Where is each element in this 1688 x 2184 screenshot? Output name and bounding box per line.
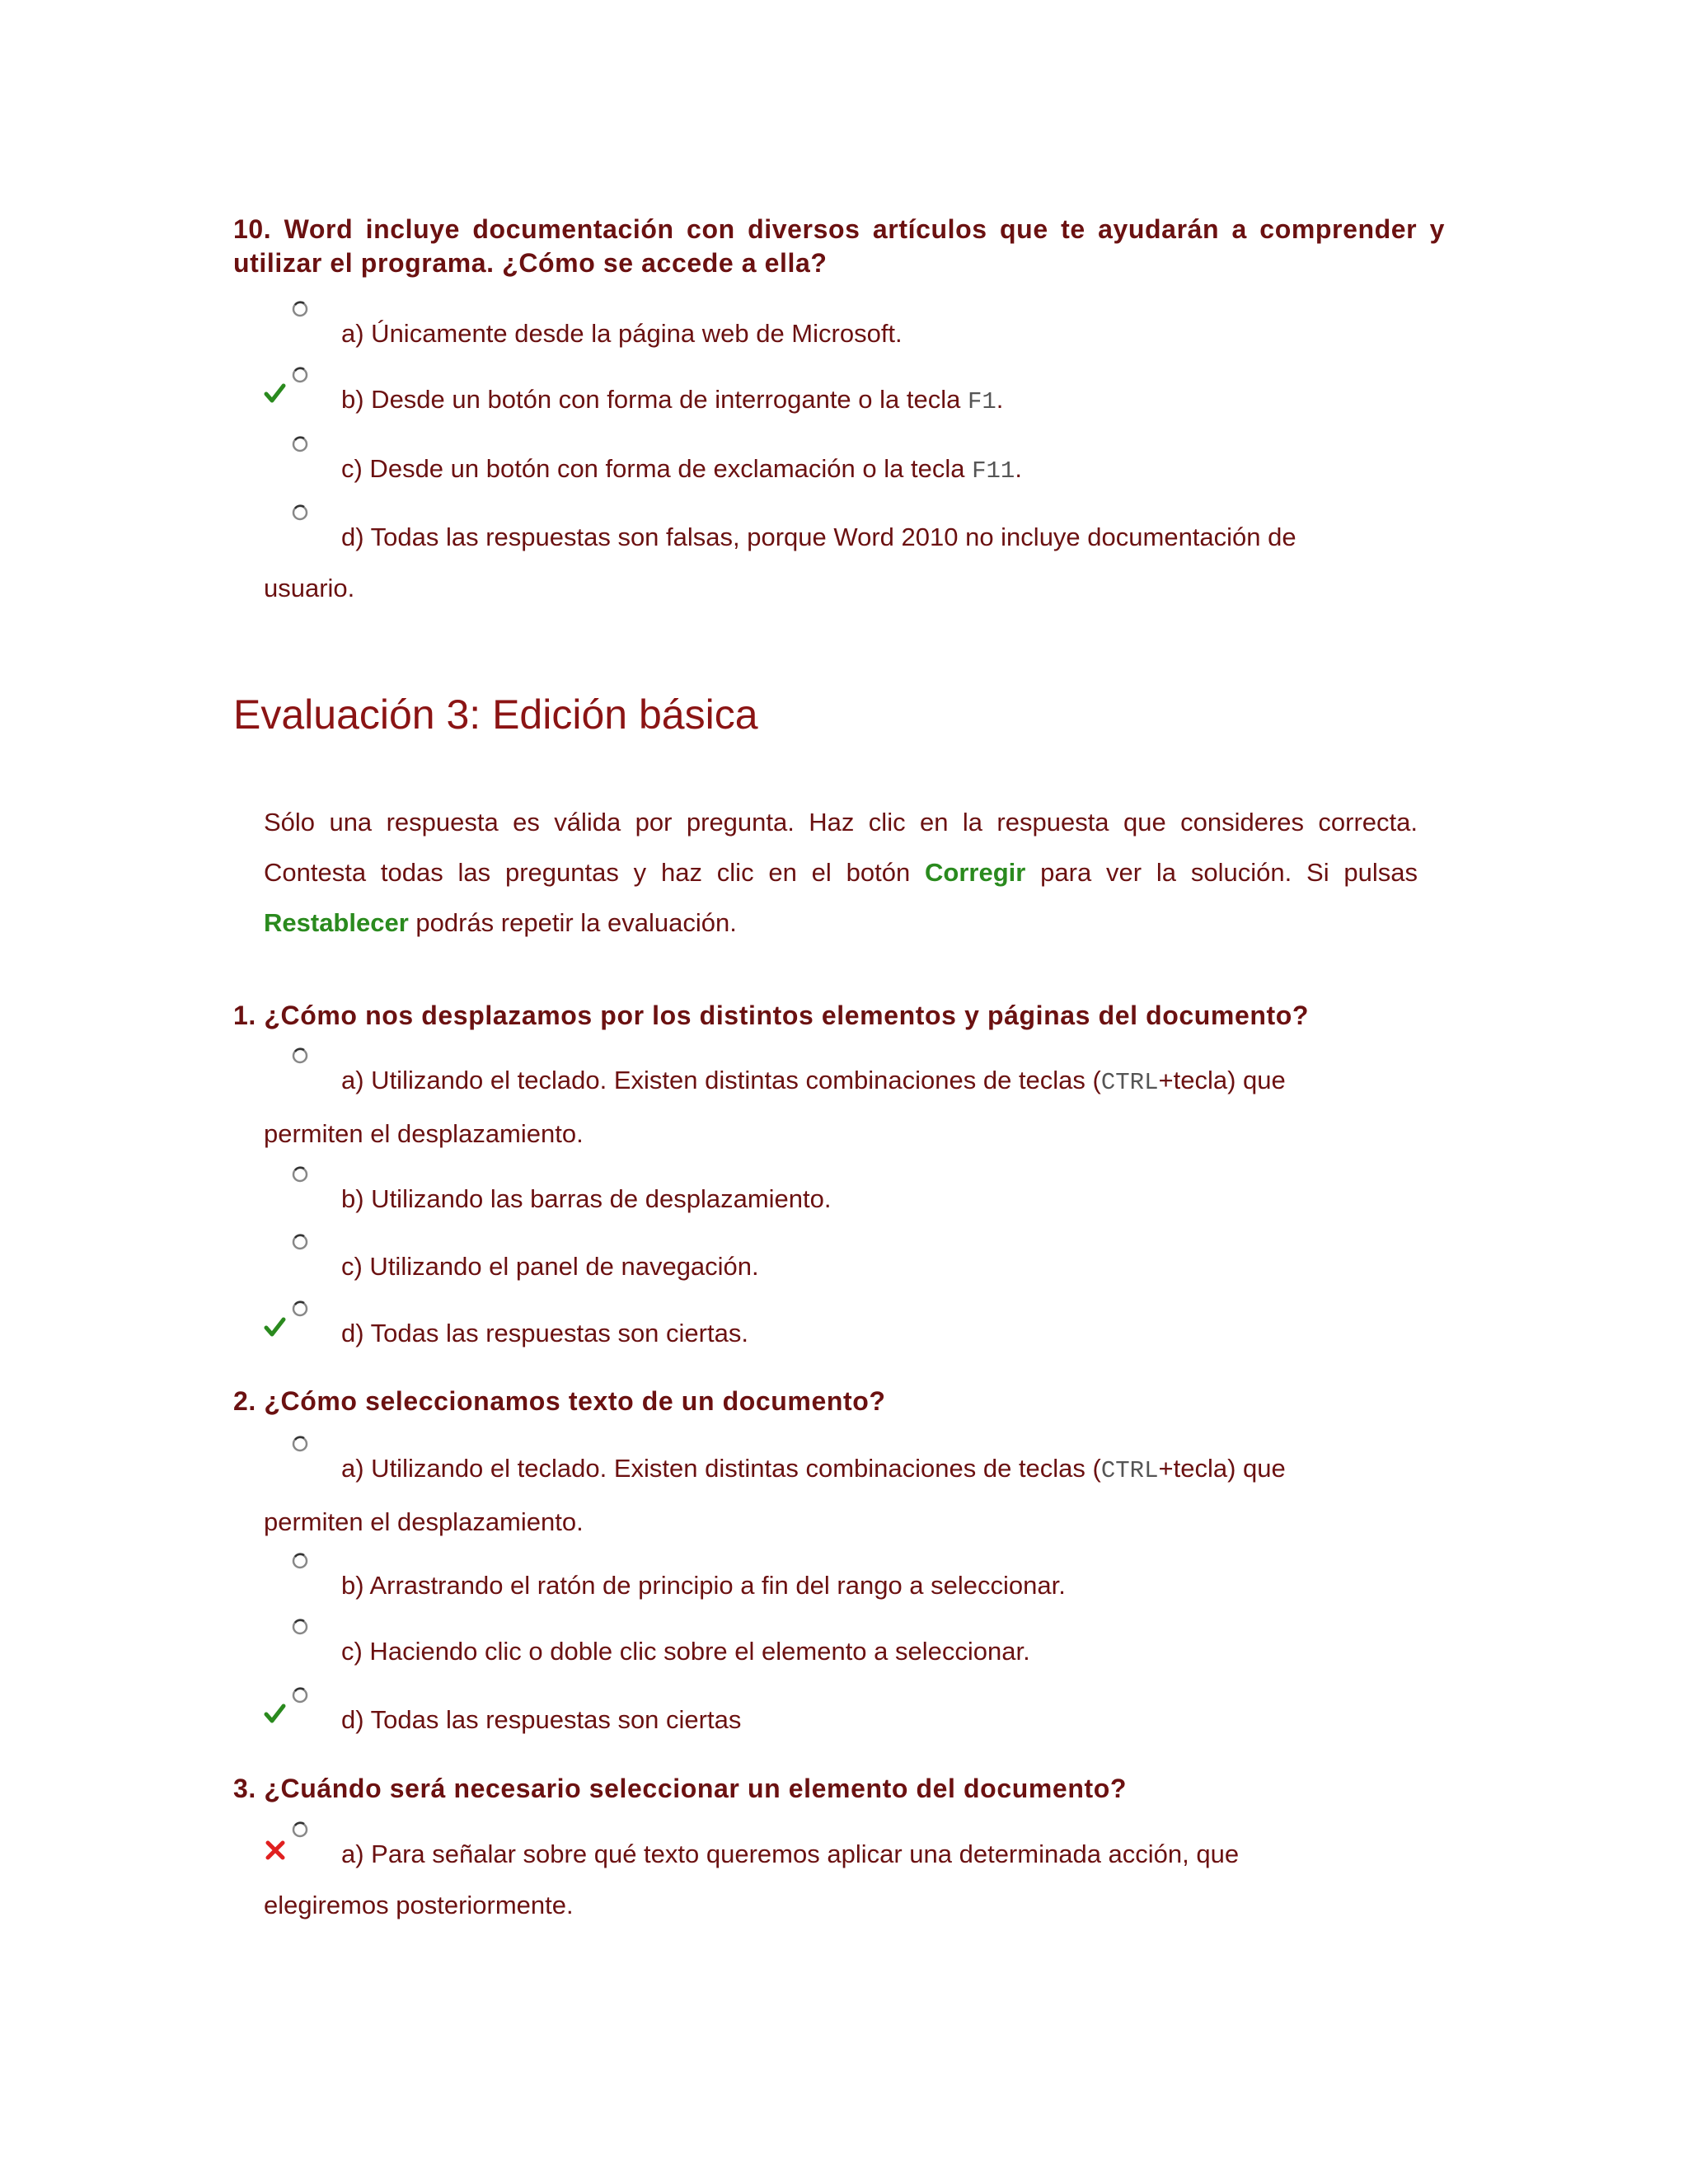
radio-button-icon[interactable] <box>291 1552 309 1570</box>
question-2-option-c[interactable] <box>264 1626 1418 1677</box>
checkmark-icon <box>264 1703 287 1726</box>
key-label: CTRL <box>1100 1457 1159 1484</box>
option-continuation: permiten el desplazamiento. <box>264 1119 584 1148</box>
radio-button-icon[interactable] <box>291 366 309 384</box>
option-text: a) Utilizando el teclado. Existen distintas combinaciones de teclas ( <box>341 1454 1101 1483</box>
question-1-option-c[interactable] <box>264 1241 1418 1292</box>
question-1-title: 1. ¿Cómo nos desplazamos por los distintos elementos y páginas del documento? <box>233 1001 1310 1030</box>
radio-button-icon[interactable] <box>291 1435 309 1453</box>
option-continuation: elegiremos posteriormente. <box>264 1891 574 1919</box>
instructions-text-3: podrás repetir la evaluación. <box>408 908 737 937</box>
checkmark-icon <box>264 1316 287 1339</box>
key-label: F11 <box>972 457 1015 485</box>
instructions-text-2: para ver la solución. Si pulsas <box>1025 858 1418 887</box>
radio-button-icon[interactable] <box>291 1047 309 1065</box>
radio-button-icon[interactable] <box>291 1165 309 1183</box>
question-2-option-b[interactable] <box>264 1560 1418 1611</box>
option-text: c) Utilizando el panel de navegación. <box>341 1252 759 1281</box>
option-text: a) Para señalar sobre qué texto queremos aplicar una determinada acción, que <box>341 1840 1240 1868</box>
section-title: Evaluación 3: Edición básica <box>233 691 758 738</box>
question-10-title: 10. Word incluye documentación con diversos artículos que te ayudarán a comprender y utilizar el programa. ¿Cómo se accede a ella? <box>233 214 1445 278</box>
option-text-end: . <box>1015 454 1022 483</box>
question-10-option-d[interactable] <box>264 512 1418 614</box>
question-10-option-b[interactable] <box>264 374 1418 428</box>
option-text: a) Utilizando el teclado. Existen distintas combinaciones de teclas ( <box>341 1066 1101 1094</box>
question-3-option-a[interactable] <box>264 1829 1418 1931</box>
key-label: CTRL <box>1100 1069 1159 1096</box>
key-label: F1 <box>967 388 996 415</box>
restablecer-label: Restablecer <box>264 908 409 937</box>
option-text-end: +tecla) que <box>1158 1454 1286 1483</box>
question-10-option-a[interactable] <box>264 308 1418 359</box>
question-1-option-b[interactable] <box>264 1174 1418 1225</box>
question-2-title: 2. ¿Cómo seleccionamos texto de un documento? <box>233 1386 886 1416</box>
question-1-option-a[interactable] <box>264 1055 1418 1160</box>
corregir-label: Corregir <box>925 858 1026 887</box>
question-10-option-c[interactable] <box>264 443 1418 497</box>
radio-button-icon[interactable] <box>291 300 309 318</box>
question-1-option-d[interactable] <box>264 1308 1418 1359</box>
question-3-title: 3. ¿Cuándo será necesario seleccionar un elemento del documento? <box>233 1774 1128 1803</box>
radio-button-icon[interactable] <box>291 1233 309 1251</box>
cross-icon <box>264 1839 287 1862</box>
option-text: c) Desde un botón con forma de exclamación o la tecla <box>341 454 973 483</box>
option-text: b) Utilizando las barras de desplazamiento. <box>341 1184 832 1213</box>
radio-button-icon[interactable] <box>291 1686 309 1704</box>
option-text: a) Únicamente desde la página web de Microsoft. <box>341 319 903 348</box>
option-continuation: usuario. <box>264 574 355 602</box>
radio-button-icon[interactable] <box>291 1300 309 1318</box>
instructions <box>264 797 1418 948</box>
option-text: d) Todas las respuestas son falsas, porque Word 2010 no incluye documentación de <box>341 523 1296 551</box>
checkmark-icon <box>264 382 287 405</box>
option-text: d) Todas las respuestas son ciertas. <box>341 1319 748 1347</box>
option-text-end: . <box>996 385 1004 414</box>
radio-button-icon[interactable] <box>291 504 309 522</box>
option-text: b) Arrastrando el ratón de principio a fin del rango a seleccionar. <box>341 1571 1066 1600</box>
option-text-end: +tecla) que <box>1158 1066 1286 1094</box>
radio-button-icon[interactable] <box>291 435 309 453</box>
radio-button-icon[interactable] <box>291 1618 309 1636</box>
option-text: c) Haciendo clic o doble clic sobre el elemento a seleccionar. <box>341 1637 1030 1666</box>
instructions-text-1: Sólo una respuesta es válida por pregunta. Haz clic en la respuesta que consideres correcta. Contesta todas las preguntas y haz clic en el botón <box>264 808 1418 887</box>
question-2-option-a[interactable] <box>264 1443 1418 1548</box>
radio-button-icon[interactable] <box>291 1821 309 1839</box>
question-2-option-d[interactable] <box>264 1694 1418 1746</box>
option-continuation: permiten el desplazamiento. <box>264 1507 584 1536</box>
option-text: b) Desde un botón con forma de interrogante o la tecla <box>341 385 968 414</box>
option-text: d) Todas las respuestas son ciertas <box>341 1705 742 1734</box>
